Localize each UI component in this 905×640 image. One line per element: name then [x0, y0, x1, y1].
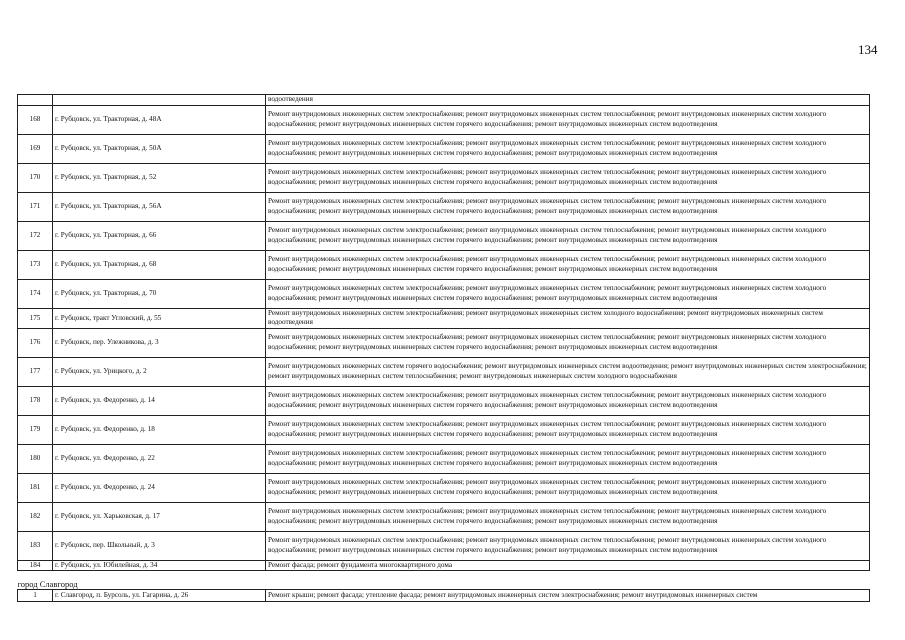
cell-address: г. Рубцовск, ул. Тракторная, д. 68 [53, 250, 266, 279]
section-header-row [18, 571, 870, 590]
cell-num: 170 [18, 163, 53, 192]
table-row [18, 502, 870, 531]
cell-address: г. Рубцовск, пер. Улежникова, д. 3 [53, 328, 266, 357]
cell-num: 174 [18, 279, 53, 308]
cell-num: 1 [18, 590, 53, 602]
cell-work: Ремонт внутридомовых инженерных систем электроснабжения; ремонт внутридомовых инженерных систем теплоснабжения; ремонт внутридомовых инженерных систем холодного водоснабжения; ремонт внутридомовых инженерных систем горячего водоснабжения; ремонт внутридомовых инженерных систем водоотведения [266, 531, 870, 560]
cell-work: Ремонт внутридомовых инженерных систем электроснабжения; ремонт внутридомовых инженерных систем теплоснабжения; ремонт внутридомовых инженерных систем холодного водоснабжения; ремонт внутридомовых инженерных систем горячего водоснабжения; ремонт внутридомовых инженерных систем водоотведения [266, 163, 870, 192]
cell-address: г. Рубцовск, ул. Федоренко, д. 24 [53, 473, 266, 502]
cell-work: Ремонт внутридомовых инженерных систем электроснабжения; ремонт внутридомовых инженерных систем теплоснабжения; ремонт внутридомовых инженерных систем холодного водоснабжения; ремонт внутридомовых инженерных систем горячего водоснабжения; ремонт внутридомовых инженерных систем водоотведения [266, 502, 870, 531]
cell-address: г. Славгород, п. Бурсоль, ул. Гагарина, д. 26 [53, 590, 266, 602]
cell-work: Ремонт внутридомовых инженерных систем электроснабжения; ремонт внутридомовых инженерных систем теплоснабжения; ремонт внутридомовых инженерных систем холодного водоснабжения; ремонт внутридомовых инженерных систем горячего водоснабжения; ремонт внутридомовых инженерных систем водоотведения [266, 192, 870, 221]
cell-work: Ремонт внутридомовых инженерных систем электроснабжения; ремонт внутридомовых инженерных систем теплоснабжения; ремонт внутридомовых инженерных систем холодного водоснабжения; ремонт внутридомовых инженерных систем горячего водоснабжения; ремонт внутридомовых инженерных систем водоотведения [266, 415, 870, 444]
table-row [18, 328, 870, 357]
cell-num-empty [18, 95, 53, 106]
cell-work: Ремонт внутридомовых инженерных систем электроснабжения; ремонт внутридомовых инженерных систем теплоснабжения; ремонт внутридомовых инженерных систем холодного водоснабжения; ремонт внутридомовых инженерных систем горячего водоснабжения; ремонт внутридомовых инженерных систем водоотведения [266, 279, 870, 308]
table-row [18, 221, 870, 250]
cell-address: г. Рубцовск, ул. Харьковская, д. 17 [53, 502, 266, 531]
cell-num: 169 [18, 134, 53, 163]
cell-work: Ремонт внутридомовых инженерных систем электроснабжения; ремонт внутридомовых инженерных систем теплоснабжения; ремонт внутридомовых инженерных систем холодного водоснабжения; ремонт внутридомовых инженерных систем горячего водоснабжения; ремонт внутридомовых инженерных систем водоотведения [266, 105, 870, 134]
cell-num: 171 [18, 192, 53, 221]
cell-num: 182 [18, 502, 53, 531]
cell-num: 176 [18, 328, 53, 357]
table-row [18, 134, 870, 163]
cell-address: г. Рубцовск, ул. Федоренко, д. 22 [53, 444, 266, 473]
table-row [18, 279, 870, 308]
cell-num: 184 [18, 560, 53, 571]
cell-num: 177 [18, 357, 53, 386]
cell-address: г. Рубцовск, ул. Тракторная, д. 52 [53, 163, 266, 192]
table-row [18, 560, 870, 571]
cell-num: 168 [18, 105, 53, 134]
cell-num: 180 [18, 444, 53, 473]
table-row [18, 415, 870, 444]
repair-works-table [17, 94, 870, 602]
section-title: город Славгород [18, 571, 870, 590]
cell-num: 183 [18, 531, 53, 560]
table-row [18, 386, 870, 415]
cell-address: г. Рубцовск, ул. Юбилейная, д. 34 [53, 560, 266, 571]
cell-address-empty [53, 95, 266, 106]
cell-work: Ремонт внутридомовых инженерных систем электроснабжения; ремонт внутридомовых инженерных систем теплоснабжения; ремонт внутридомовых инженерных систем холодного водоснабжения; ремонт внутридомовых инженерных систем горячего водоснабжения; ремонт внутридомовых инженерных систем водоотведения [266, 134, 870, 163]
table-row [18, 357, 870, 386]
cell-work: Ремонт внутридомовых инженерных систем электроснабжения; ремонт внутридомовых инженерных систем теплоснабжения; ремонт внутридомовых инженерных систем холодного водоснабжения; ремонт внутридомовых инженерных систем горячего водоснабжения; ремонт внутридомовых инженерных систем водоотведения [266, 250, 870, 279]
cell-address: г. Рубцовск, ул. Федоренко, д. 14 [53, 386, 266, 415]
cell-num: 181 [18, 473, 53, 502]
cell-work: Ремонт внутридомовых инженерных систем электроснабжения; ремонт внутридомовых инженерных систем теплоснабжения; ремонт внутридомовых инженерных систем холодного водоснабжения; ремонт внутридомовых инженерных систем горячего водоснабжения; ремонт внутридомовых инженерных систем водоотведения [266, 221, 870, 250]
table-body [18, 95, 870, 602]
page-number: 134 [858, 42, 878, 57]
cell-num: 175 [18, 308, 53, 328]
table-row [18, 473, 870, 502]
table-row [18, 192, 870, 221]
cell-num: 173 [18, 250, 53, 279]
table-row [18, 163, 870, 192]
table-row [18, 590, 870, 602]
cell-address: г. Рубцовск, ул. Тракторная, д. 66 [53, 221, 266, 250]
table-row [18, 531, 870, 560]
cell-address: г. Рубцовск, пер. Школьный, д. 3 [53, 531, 266, 560]
cell-work: Ремонт внутридомовых инженерных систем электроснабжения; ремонт внутридомовых инженерных систем теплоснабжения; ремонт внутридомовых инженерных систем холодного водоснабжения; ремонт внутридомовых инженерных систем горячего водоснабжения; ремонт внутридомовых инженерных систем водоотведения [266, 386, 870, 415]
cell-address: г. Рубцовск, ул. Урицкого, д. 2 [53, 357, 266, 386]
cell-work: Ремонт крыши; ремонт фасада; утепление фасада; ремонт внутридомовых инженерных систем электроснабжения; ремонт внутридомовых инженерных систем [266, 590, 870, 602]
table-row [18, 308, 870, 328]
continuation-row [18, 95, 870, 106]
cell-num: 178 [18, 386, 53, 415]
cell-work: Ремонт внутридомовых инженерных систем электроснабжения; ремонт внутридомовых инженерных систем теплоснабжения; ремонт внутридомовых инженерных систем холодного водоснабжения; ремонт внутридомовых инженерных систем горячего водоснабжения; ремонт внутридомовых инженерных систем водоотведения [266, 473, 870, 502]
cell-address: г. Рубцовск, ул. Тракторная, д. 50А [53, 134, 266, 163]
cell-address: г. Рубцовск, ул. Тракторная, д. 56А [53, 192, 266, 221]
cell-work: Ремонт внутридомовых инженерных систем горячего водоснабжения; ремонт внутридомовых инженерных систем водоотведения; ремонт внутридомовых инженерных систем электроснабжения; ремонт внутридомовых инженерных систем теплоснабжения; ремонт внутридомовых инженерных систем холодного водоснабжения [266, 357, 870, 386]
cell-work-continuation: водоотведения [266, 95, 870, 106]
cell-work: Ремонт фасада; ремонт фундамента многоквартирного дома [266, 560, 870, 571]
cell-num: 179 [18, 415, 53, 444]
table-row [18, 250, 870, 279]
cell-work: Ремонт внутридомовых инженерных систем электроснабжения; ремонт внутридомовых инженерных систем теплоснабжения; ремонт внутридомовых инженерных систем холодного водоснабжения; ремонт внутридомовых инженерных систем горячего водоснабжения; ремонт внутридомовых инженерных систем водоотведения [266, 328, 870, 357]
cell-address: г. Рубцовск, ул. Тракторная, д. 48А [53, 105, 266, 134]
cell-num: 172 [18, 221, 53, 250]
cell-address: г. Рубцовск, тракт Угловский, д. 55 [53, 308, 266, 328]
cell-work: Ремонт внутридомовых инженерных систем электроснабжения; ремонт внутридомовых инженерных систем теплоснабжения; ремонт внутридомовых инженерных систем холодного водоснабжения; ремонт внутридомовых инженерных систем горячего водоснабжения; ремонт внутридомовых инженерных систем водоотведения [266, 444, 870, 473]
table-row [18, 444, 870, 473]
cell-address: г. Рубцовск, ул. Федоренко, д. 18 [53, 415, 266, 444]
table-row [18, 105, 870, 134]
cell-address: г. Рубцовск, ул. Тракторная, д. 70 [53, 279, 266, 308]
cell-work: Ремонт внутридомовых инженерных систем электроснабжения; ремонт внутридомовых инженерных систем холодного водоснабжения; ремонт внутридомовых инженерных систем водоотведения [266, 308, 870, 328]
